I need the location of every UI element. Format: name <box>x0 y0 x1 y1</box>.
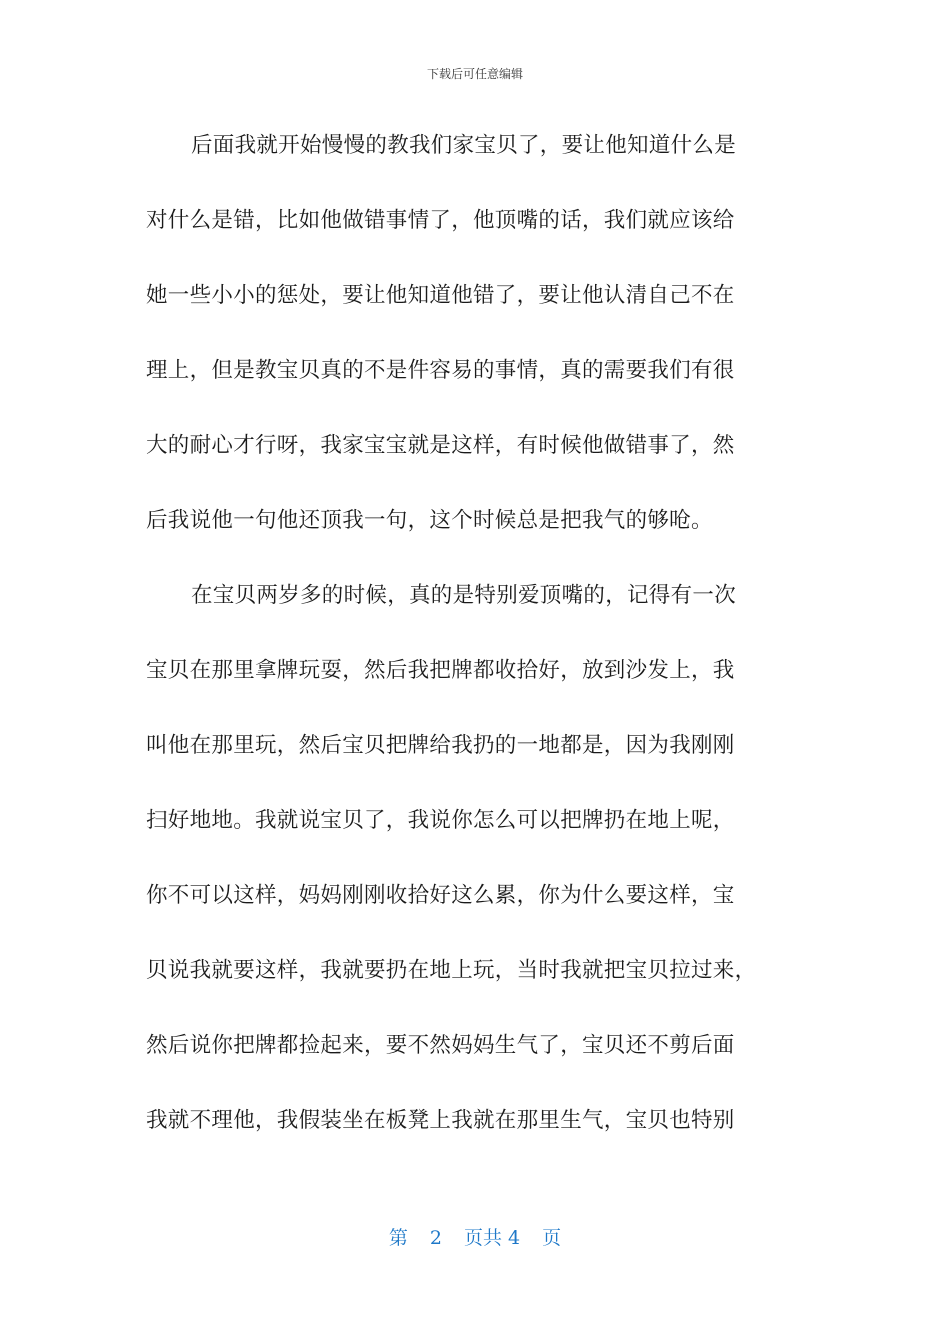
paragraph-line: 然后说你把牌都捡起来，要不然妈妈生气了，宝贝还不剪后面 <box>146 1033 735 1058</box>
paragraph-line: 理上，但是教宝贝真的不是件容易的事情，真的需要我们有很 <box>146 358 735 383</box>
paragraph-line: 对什么是错，比如他做错事情了，他顶嘴的话，我们就应该给 <box>146 208 735 233</box>
paragraph-line: 宝贝在那里拿牌玩耍，然后我把牌都收拾好，放到沙发上，我 <box>146 658 735 683</box>
paragraph-line: 贝说我就要这样，我就要扔在地上玩，当时我就把宝贝拉过来， <box>146 958 757 983</box>
footer-page-number: 2 <box>429 1227 442 1249</box>
paragraph-line: 后面我就开始慢慢的教我们家宝贝了，要让他知道什么是 <box>191 133 737 158</box>
paragraph-line: 扫好地地。我就说宝贝了，我说你怎么可以把牌扔在地上呢， <box>146 808 735 833</box>
paragraph-line: 在宝贝两岁多的时候，真的是特别爱顶嘴的，记得有一次 <box>191 583 737 608</box>
footer-suffix: 页 <box>542 1227 562 1249</box>
footer-prefix: 第 <box>388 1227 408 1249</box>
page-header: 下载后可任意编辑 <box>426 67 523 81</box>
paragraph-line: 叫他在那里玩，然后宝贝把牌给我扔的一地都是，因为我刚刚 <box>146 733 735 758</box>
body-text <box>146 126 806 1176</box>
paragraph-line: 你不可以这样，妈妈刚刚收拾好这么累，你为什么要这样，宝 <box>146 883 735 908</box>
footer-total-pages: 4 <box>508 1227 521 1249</box>
paragraph-line: 后我说他一句他还顶我一句，这个时候总是把我气的够呛。 <box>146 508 713 533</box>
footer-middle: 页共 <box>463 1227 502 1249</box>
page-footer <box>0 1226 950 1250</box>
paragraph-line: 我就不理他，我假装坐在板凳上我就在那里生气，宝贝也特别 <box>146 1108 735 1133</box>
paragraph-line: 她一些小小的惩处，要让他知道他错了，要让他认清自己不在 <box>146 283 735 308</box>
paragraph-line: 大的耐心才行呀，我家宝宝就是这样，有时候他做错事了，然 <box>146 433 735 458</box>
